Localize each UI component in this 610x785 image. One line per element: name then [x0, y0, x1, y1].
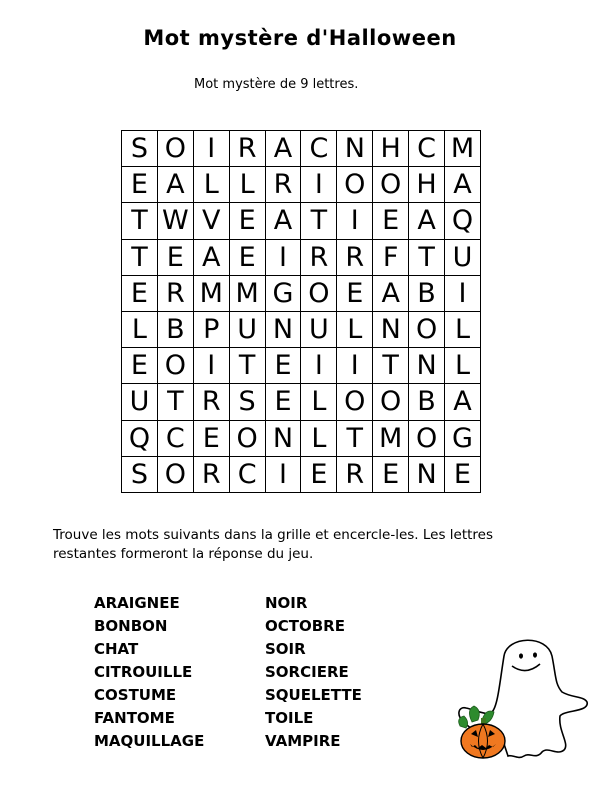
grid-cell: S: [230, 384, 266, 420]
word-item: NOIR: [265, 594, 308, 612]
grid-cell: I: [194, 348, 230, 384]
grid-cell: O: [373, 384, 409, 420]
grid-cell: E: [373, 203, 409, 239]
grid-cell: N: [409, 457, 445, 493]
instructions: Trouve les mots suivants dans la grille et encercle-les. Les lettres restantes formeront la réponse du jeu.: [53, 527, 494, 562]
grid-cell: L: [301, 421, 337, 457]
grid-cell: M: [194, 276, 230, 312]
grid-cell: A: [373, 276, 409, 312]
word-item: SOIR: [265, 640, 306, 658]
grid-cell: O: [158, 457, 194, 493]
grid-cell: L: [122, 312, 158, 348]
ghost-pumpkin-illustration: [452, 626, 592, 776]
grid-cell: S: [122, 131, 158, 167]
grid-cell: R: [301, 240, 337, 276]
grid-cell: I: [337, 203, 373, 239]
grid-cell: Q: [122, 421, 158, 457]
word-item: COSTUME: [94, 686, 177, 704]
grid-cell: L: [445, 312, 481, 348]
grid-cell: E: [230, 240, 266, 276]
grid-cell: I: [301, 167, 337, 203]
grid-cell: L: [230, 167, 266, 203]
word-item: TOILE: [265, 709, 314, 727]
grid-cell: N: [266, 312, 302, 348]
grid-cell: T: [409, 240, 445, 276]
grid-cell: T: [301, 203, 337, 239]
word-item: ARAIGNEE: [94, 594, 180, 612]
grid-cell: C: [301, 131, 337, 167]
grid-cell: E: [122, 167, 158, 203]
grid-cell: B: [409, 384, 445, 420]
grid-cell: V: [194, 203, 230, 239]
grid-cell: O: [373, 167, 409, 203]
grid-cell: M: [230, 276, 266, 312]
grid-cell: I: [194, 131, 230, 167]
page-title: Mot mystère d'Halloween: [143, 26, 457, 50]
subtitle: Mot mystère de 9 lettres.: [194, 77, 359, 92]
grid-cell: N: [266, 421, 302, 457]
grid-cell: E: [266, 348, 302, 384]
grid-cell: T: [230, 348, 266, 384]
grid-cell: E: [266, 384, 302, 420]
grid-cell: Q: [445, 203, 481, 239]
grid-cell: G: [266, 276, 302, 312]
grid-cell: E: [337, 276, 373, 312]
grid-cell: L: [301, 384, 337, 420]
grid-cell: B: [158, 312, 194, 348]
grid-cell: O: [337, 167, 373, 203]
grid-cell: E: [373, 457, 409, 493]
grid-cell: U: [230, 312, 266, 348]
grid-cell: I: [337, 348, 373, 384]
word-item: OCTOBRE: [265, 617, 345, 635]
word-list-right: [265, 592, 362, 753]
grid-cell: I: [266, 240, 302, 276]
grid-cell: A: [409, 203, 445, 239]
word-item: CITROUILLE: [94, 663, 193, 681]
word-item: BONBON: [94, 617, 168, 635]
grid-cell: O: [230, 421, 266, 457]
grid-cell: A: [266, 131, 302, 167]
grid-cell: E: [301, 457, 337, 493]
word-item: MAQUILLAGE: [94, 732, 205, 750]
grid-cell: H: [409, 167, 445, 203]
grid-cell: U: [445, 240, 481, 276]
grid-cell: O: [158, 131, 194, 167]
grid-cell: A: [194, 240, 230, 276]
grid-cell: F: [373, 240, 409, 276]
grid-cell: R: [230, 131, 266, 167]
grid-cell: L: [445, 348, 481, 384]
grid-cell: N: [337, 131, 373, 167]
grid-cell: G: [445, 421, 481, 457]
grid-cell: R: [194, 384, 230, 420]
grid-cell: H: [373, 131, 409, 167]
grid-cell: E: [122, 276, 158, 312]
grid-cell: A: [445, 384, 481, 420]
grid-cell: U: [122, 384, 158, 420]
grid-cell: R: [337, 240, 373, 276]
grid-cell: N: [409, 348, 445, 384]
grid-cell: R: [158, 276, 194, 312]
grid-cell: T: [337, 421, 373, 457]
grid-cell: E: [445, 457, 481, 493]
grid-cell: I: [266, 457, 302, 493]
grid-cell: L: [194, 167, 230, 203]
grid-cell: S: [122, 457, 158, 493]
grid-cell: E: [122, 348, 158, 384]
grid-cell: A: [158, 167, 194, 203]
grid-cell: O: [409, 312, 445, 348]
grid-cell: C: [230, 457, 266, 493]
grid-cell: R: [194, 457, 230, 493]
grid-cell: O: [337, 384, 373, 420]
grid-cell: C: [409, 131, 445, 167]
grid-cell: T: [122, 203, 158, 239]
grid-cell: T: [122, 240, 158, 276]
grid-cell: E: [158, 240, 194, 276]
grid-cell: E: [230, 203, 266, 239]
grid-cell: P: [194, 312, 230, 348]
word-item: SQUELETTE: [265, 686, 362, 704]
grid-cell: O: [158, 348, 194, 384]
word-item: FANTOME: [94, 709, 175, 727]
grid-cell: T: [158, 384, 194, 420]
grid-cell: M: [373, 421, 409, 457]
grid-cell: L: [337, 312, 373, 348]
grid-cell: E: [194, 421, 230, 457]
grid-cell: O: [409, 421, 445, 457]
grid-cell: O: [301, 276, 337, 312]
word-item: VAMPIRE: [265, 732, 341, 750]
grid-cell: T: [373, 348, 409, 384]
grid-cell: A: [445, 167, 481, 203]
grid-cell: B: [409, 276, 445, 312]
grid-cell: R: [337, 457, 373, 493]
grid-cell: R: [266, 167, 302, 203]
word-search-grid: [121, 130, 481, 493]
grid-cell: W: [158, 203, 194, 239]
grid-cell: I: [301, 348, 337, 384]
grid-cell: N: [373, 312, 409, 348]
grid-cell: M: [445, 131, 481, 167]
word-item: CHAT: [94, 640, 139, 658]
word-list-left: [94, 592, 204, 753]
grid-cell: U: [301, 312, 337, 348]
word-item: SORCIERE: [265, 663, 349, 681]
grid-cell: A: [266, 203, 302, 239]
grid-cell: I: [445, 276, 481, 312]
grid-cell: C: [158, 421, 194, 457]
